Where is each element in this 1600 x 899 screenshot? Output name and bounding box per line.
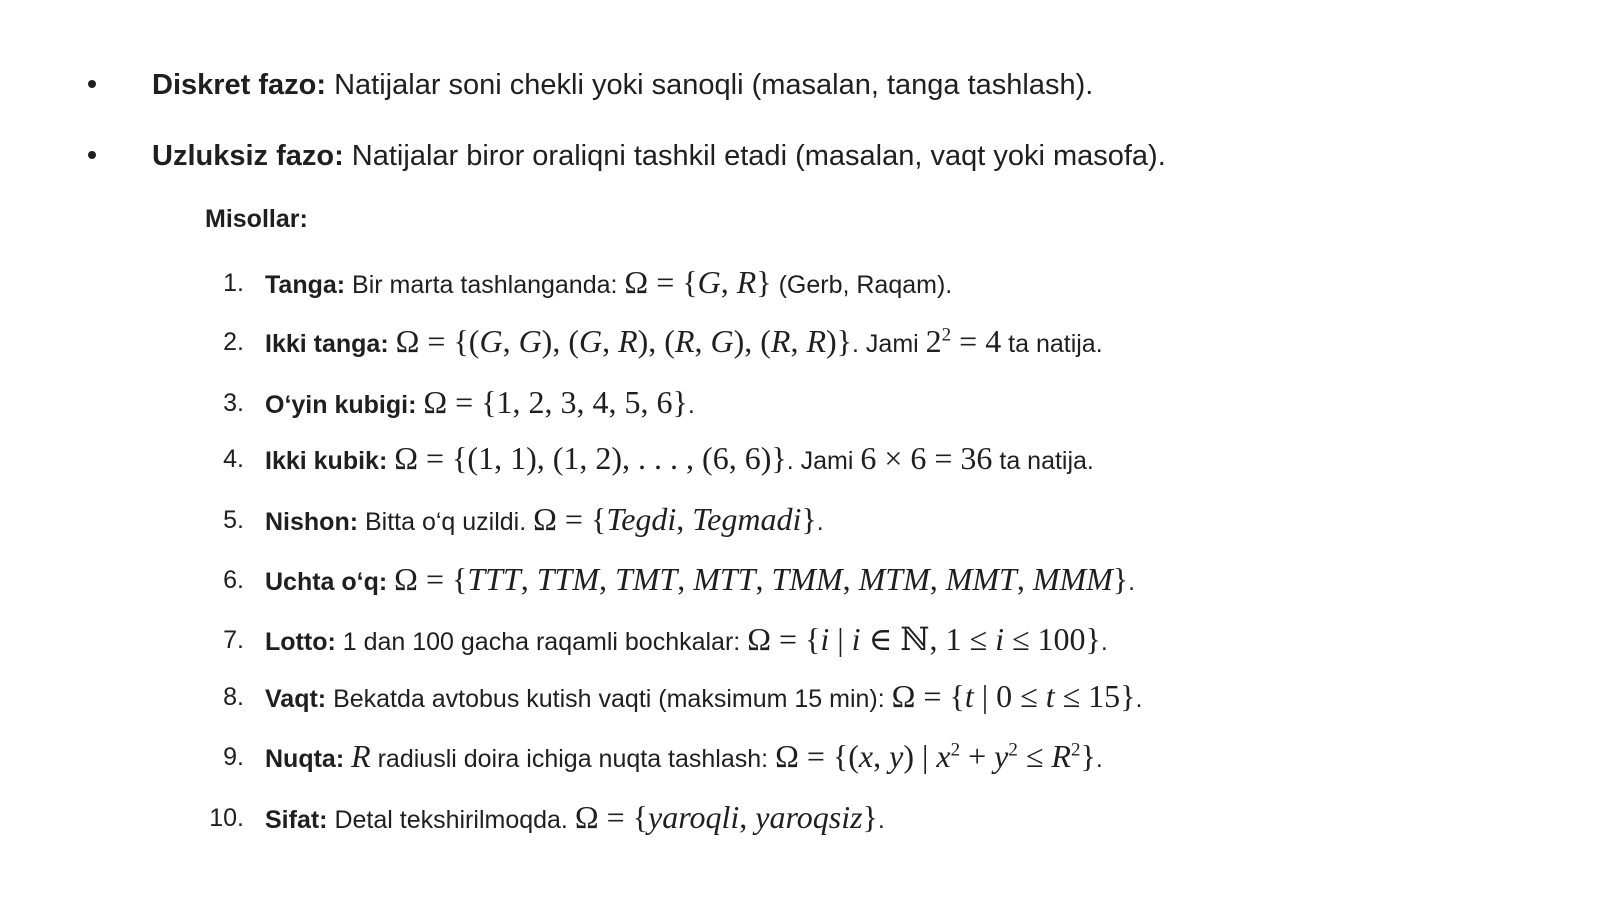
example-text: Bekatda avtobus kutish vaqti (maksimum 15 min): — [326, 685, 892, 713]
bullet-text — [152, 139, 1166, 173]
example-title: Ikki tanga: — [265, 330, 389, 358]
example-item — [0, 432, 1600, 482]
example-text-after: . — [1095, 745, 1103, 773]
example-text-after: . — [1100, 628, 1108, 656]
example-title: Sifat: — [265, 806, 328, 834]
bullet-body: Natijalar biror oraliqni tashkil etadi (masalan, vaqt yoki masofa). — [343, 140, 1166, 172]
example-formula: Ω = {Tegdi, Tegmadi} — [533, 501, 817, 537]
example-formula: Ω = {(1, 1), (1, 2), . . . , (6, 6)} — [394, 440, 787, 476]
example-text-after: ta natija. — [992, 447, 1094, 475]
example-text: Bitta o‘q uzildi. — [358, 508, 534, 536]
example-number: 4. — [223, 445, 244, 473]
example-text-after: ta natija. — [1001, 330, 1103, 358]
example-formula: Ω = {(G, G), (G, R), (R, G), (R, R)} — [395, 323, 853, 359]
example-item — [0, 256, 1600, 306]
example-text: 1 dan 100 gacha raqamli bochkalar: — [335, 628, 748, 656]
example-item — [0, 553, 1600, 603]
example-title: Ikki kubik: — [265, 447, 388, 475]
example-title: Vaqt: — [265, 685, 327, 713]
example-body — [265, 386, 695, 421]
bullet-item-continuous — [0, 131, 1600, 181]
example-body — [265, 623, 1108, 658]
example-text: Detal tekshirilmoqda. — [327, 806, 575, 834]
example-formula: Ω = {1, 2, 3, 4, 5, 6} — [423, 384, 688, 420]
example-text-2: radiusli doira ichiga nuqta tashlash: — [370, 745, 776, 773]
example-formula: Ω = {TTT, TTM, TMT, MTT, TMM, MTM, MMT, MMM} — [394, 561, 1129, 597]
example-formula-radius: R — [351, 738, 371, 774]
example-item — [0, 376, 1600, 426]
bullet-title: Diskret fazo: — [152, 69, 327, 101]
bullet-dot — [88, 80, 96, 88]
example-title: Nuqta: — [265, 745, 345, 773]
example-body — [265, 442, 1094, 477]
example-item — [0, 791, 1600, 841]
example-text — [389, 330, 396, 358]
example-number: 1. — [223, 269, 244, 297]
example-number: 9. — [223, 743, 244, 771]
example-formula: Ω = {yaroqli, yaroqsiz} — [574, 799, 878, 835]
example-body — [265, 503, 824, 538]
bullet-body: Natijalar soni chekli yoki sanoqli (masalan, tanga tashlash). — [326, 69, 1094, 101]
example-formula-count: $2^2 = 4$ — [925, 323, 1002, 359]
example-title: Nishon: — [265, 508, 359, 536]
example-item — [0, 730, 1600, 780]
bullet-text — [152, 68, 1093, 102]
example-number: 5. — [223, 506, 244, 534]
bullet-dot — [88, 151, 96, 159]
example-title: O‘yin kubigi: — [265, 391, 417, 419]
example-text-after: . — [1135, 685, 1143, 713]
example-body — [265, 563, 1135, 598]
example-title: Uchta o‘q: — [265, 568, 388, 596]
example-number: 2. — [223, 328, 244, 356]
example-text-after: . — [687, 391, 695, 419]
example-text-after: . — [1128, 568, 1136, 596]
example-body — [265, 801, 885, 836]
example-number: 7. — [223, 626, 244, 654]
example-body — [265, 680, 1142, 715]
example-body — [265, 325, 1103, 360]
example-number: 10. — [209, 804, 244, 832]
example-formula: Ω = {G, R} — [624, 264, 772, 300]
example-text-mid: . Jami — [786, 447, 861, 475]
example-text-mid: . Jami — [852, 330, 926, 358]
example-formula: Ω = {(x, y) | $x^2 + y^2 \le R^2$} — [775, 738, 1096, 774]
examples-heading: Misollar: — [205, 205, 308, 233]
example-number: 6. — [223, 566, 244, 594]
example-text-after: (Gerb, Raqam). — [771, 271, 953, 299]
example-item — [0, 315, 1600, 365]
example-text-after: . — [816, 508, 824, 536]
example-text: Bir marta tashlanganda: — [345, 271, 625, 299]
example-item — [0, 613, 1600, 663]
example-number: 3. — [223, 389, 244, 417]
example-item — [0, 493, 1600, 543]
example-item — [0, 670, 1600, 720]
example-title: Tanga: — [265, 271, 346, 299]
example-body — [265, 266, 952, 301]
example-formula-count: 6 × 6 = 36 — [860, 440, 993, 476]
bullet-title: Uzluksiz fazo: — [152, 140, 344, 172]
example-formula: Ω = {i | i ∈ ℕ, 1 ≤ i ≤ 100} — [747, 621, 1101, 657]
example-number: 8. — [223, 683, 244, 711]
bullet-item-discrete — [0, 60, 1600, 110]
example-title: Lotto: — [265, 628, 336, 656]
example-body — [265, 740, 1103, 775]
example-text-after: . — [877, 806, 885, 834]
example-formula: Ω = {t | 0 ≤ t ≤ 15} — [891, 678, 1136, 714]
